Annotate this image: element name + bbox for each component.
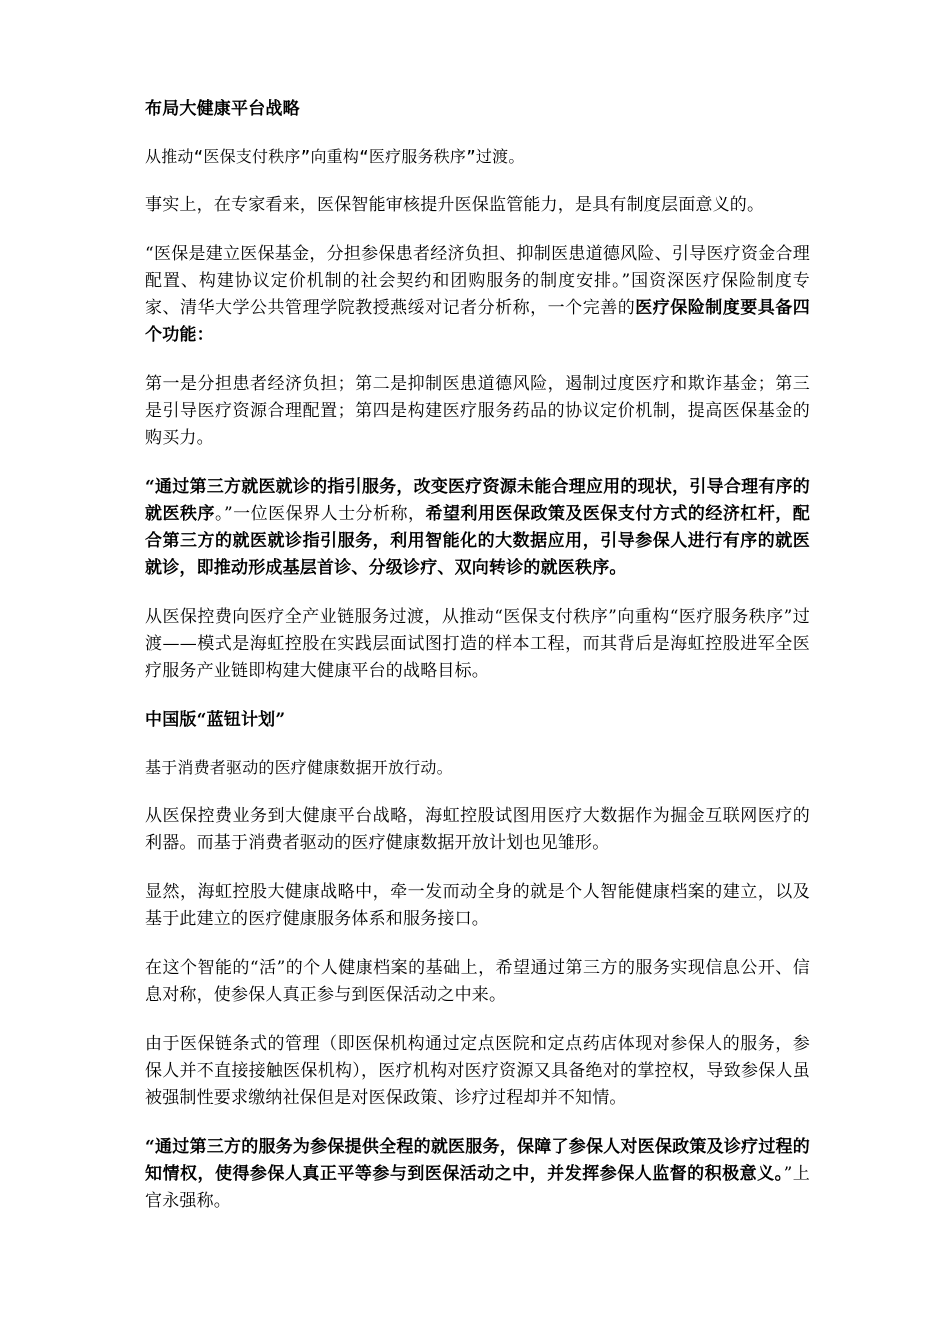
paragraph — [145, 241, 810, 349]
paragraph: 从医保控费向医疗全产业链服务过渡，从推动“医保支付秩序”向重构“医疗服务秩序”过渡——模式是海虹控股在实践层面试图打造的样本工程，而其背后是海虹控股进军全医疗服务产业链即构建大健康平台的战略目标。 — [145, 607, 810, 681]
section-subtitle: 从推动“医保支付秩序”向重构“医疗服务秩序”过渡。 — [145, 147, 525, 166]
document-page — [145, 96, 810, 1237]
paragraph-text: ”上官永强称。 — [145, 1164, 810, 1211]
section-subtitle: 基于消费者驱动的医疗健康数据开放行动。 — [145, 758, 453, 777]
paragraph: 由于医保链条式的管理（即医保机构通过定点医院和定点药店体现对参保人的服务，参保人并不直接接触医保机构），医疗机构对医疗资源又具备绝对的掌控权，导致参保人虽被强制性要求缴纳社保但是对医保政策、诊疗过程却并不知情。 — [145, 1034, 810, 1108]
paragraph-bold-text: “通过第三方的服务为参保提供全程的就医服务，保障了参保人对医保政策及诊疗过程的知情权，使得参保人真正平等参与到医保活动之中，并发挥参保人监督的积极意义。 — [145, 1137, 810, 1184]
section-heading: 布局大健康平台战略 — [145, 99, 300, 119]
paragraph: 从医保控费业务到大健康平台战略，海虹控股试图用医疗大数据作为掘金互联网医疗的利器。而基于消费者驱动的医疗健康数据开放计划也见雏形。 — [145, 806, 810, 853]
section-heading: 中国版“蓝钮计划” — [145, 710, 286, 730]
paragraph-bold-text: “通过第三方就医就诊的指引服务，改变医疗资源未能合理应用的现状，引导合理有序的就医秩序 — [145, 477, 810, 524]
paragraph: 显然，海虹控股大健康战略中，牵一发而动全身的就是个人智能健康档案的建立，以及基于此建立的医疗健康服务体系和服务接口。 — [145, 882, 810, 929]
paragraph — [145, 1134, 810, 1215]
paragraph-bold-text: 希望利用医保政策及医保支付方式的经济杠杆，配合第三方的就医就诊指引服务，利用智能化的大数据应用，引导参保人进行有序的就医就诊，即推动形成基层首诊、分级诊疗、双向转诊的就医秩序。 — [145, 504, 811, 578]
paragraph — [145, 474, 810, 582]
paragraph-text: 。”一位医保界人士分析称， — [214, 504, 426, 524]
paragraph-bold-text: 医疗保险制度要具备四个功能： — [145, 298, 810, 345]
paragraph: 事实上，在专家看来，医保智能审核提升医保监管能力，是具有制度层面意义的。 — [145, 195, 765, 215]
paragraph: 第一是分担患者经济负担；第二是抑制医患道德风险，遏制过度医疗和欺诈基金；第三是引导医疗资源合理配置；第四是构建医疗服务药品的协议定价机制，提高医保基金的购买力。 — [145, 374, 810, 448]
paragraph: 在这个智能的“活”的个人健康档案的基础上，希望通过第三方的服务实现信息公开、信息对称，使参保人真正参与到医保活动之中来。 — [145, 958, 810, 1005]
paragraph-text: “医保是建立医保基金，分担参保患者经济负担、抑制医患道德风险、引导医疗资金合理配置、构建协议定价机制的社会契约和团购服务的制度安排。”国资深医疗保险制度专家、清华大学公共管理学院教授燕绥对记者分析称，一个完善的 — [145, 244, 810, 318]
